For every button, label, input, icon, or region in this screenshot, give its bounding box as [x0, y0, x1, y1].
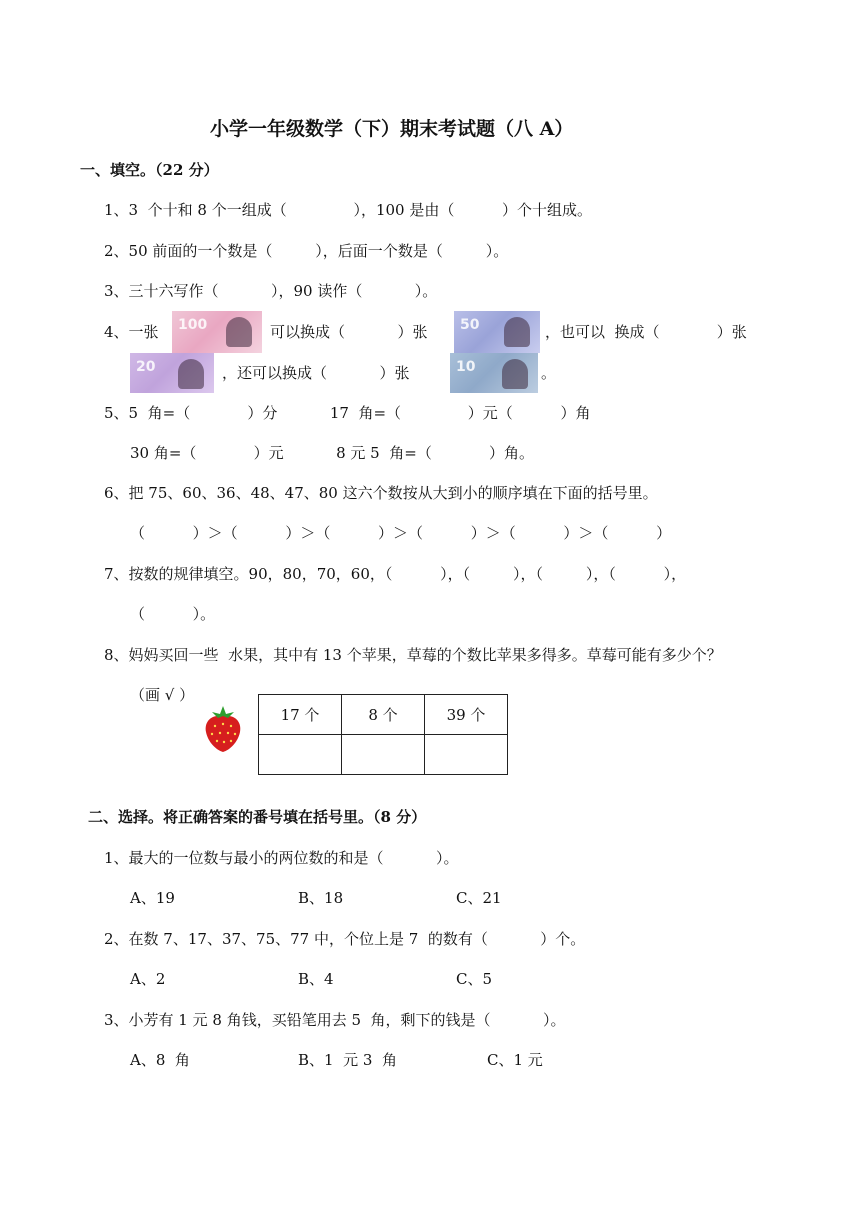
- question-6-line-1: 6、把 75、60、36、48、47、80 这六个数按从大到小的顺序填在下面的括号里。: [104, 484, 658, 502]
- choice-option: B、1 元 3 角: [298, 1051, 397, 1069]
- portrait-icon: [504, 317, 530, 347]
- choice-option: A、8 角: [130, 1051, 190, 1069]
- portrait-icon: [178, 359, 204, 389]
- question-4-part-c: ，也可以 换成（ ）张: [545, 323, 747, 341]
- question-4-part-e: 。: [541, 364, 557, 382]
- answer-cell[interactable]: [425, 735, 508, 775]
- portrait-icon: [226, 317, 252, 347]
- section2-heading: 二、选择。将正确答案的番号填在括号里。（8 分）: [88, 808, 427, 826]
- section1-heading: 一、填空。（22 分）: [80, 161, 219, 179]
- question-4-part-d: ，还可以换成（ ）张: [222, 364, 410, 382]
- table-header-cell: 39 个: [425, 695, 508, 735]
- answer-cell[interactable]: [259, 735, 342, 775]
- banknote-10-label: 10: [456, 359, 476, 375]
- question-8-line-1: 8、妈妈买回一些 水果，其中有 13 个苹果，草莓的个数比苹果多得多。草莓可能有多少个？: [104, 646, 722, 664]
- banknote-100-icon: [172, 311, 262, 353]
- question-7-line-2: （ ）。: [130, 605, 216, 623]
- question-7-line-1: 7、按数的规律填空。90，80，70，60，（ ），（ ），（ ），（ ），: [104, 565, 687, 583]
- choice-option: B、4: [298, 970, 334, 988]
- page-title: 小学一年级数学（下）期末考试题（八 A）: [210, 118, 574, 140]
- banknote-50-icon: [454, 311, 540, 353]
- strawberry-icon: [202, 702, 244, 754]
- choice-question-3: 3、小芳有 1 元 8 角钱，买铅笔用去 5 角，剩下的钱是（ ）。: [104, 1011, 566, 1029]
- question-4-part-a: 4、一张: [104, 323, 159, 341]
- banknote-20-icon: [130, 353, 214, 393]
- question-4-part-b: 可以换成（ ）张: [270, 323, 428, 341]
- table-header-cell: 17 个: [259, 695, 342, 735]
- choice-option: C、1 元: [487, 1051, 543, 1069]
- question-5-line-1: 5、5 角=（ ）分 17 角=（ ）元（ ）角: [104, 404, 591, 422]
- answer-cell[interactable]: [342, 735, 425, 775]
- table-header-cell: 8 个: [342, 695, 425, 735]
- portrait-icon: [502, 359, 528, 389]
- question-1: 1、3 个十和 8 个一组成（ ），100 是由（ ）个十组成。: [104, 201, 593, 219]
- question-6-line-2: （ ）＞（ ）＞（ ）＞（ ）＞（ ）＞（ ）: [130, 524, 672, 542]
- question-5-line-2: 30 角=（ ）元 8 元 5 角=（ ）角。: [130, 444, 535, 462]
- choice-option: A、19: [130, 889, 175, 907]
- choice-option: C、21: [456, 889, 502, 907]
- question-8-hint: （画 √ ）: [130, 686, 195, 704]
- choice-question-1: 1、最大的一位数与最小的两位数的和是（ ）。: [104, 849, 459, 867]
- question-3: 3、三十六写作（ ），90 读作（ ）。: [104, 282, 438, 300]
- choice-question-2: 2、在数 7、17、37、75、77 中，个位上是 7 的数有（ ）个。: [104, 930, 586, 948]
- choice-option: B、18: [298, 889, 344, 907]
- choice-option: C、5: [456, 970, 493, 988]
- strawberry-count-table: [258, 694, 508, 775]
- question-2: 2、50 前面的一个数是（ ），后面一个数是（ ）。: [104, 242, 509, 260]
- banknote-20-label: 20: [136, 359, 156, 375]
- choice-option: A、2: [130, 970, 166, 988]
- banknote-10-icon: [450, 353, 538, 393]
- banknote-100-label: 100: [178, 317, 208, 333]
- banknote-50-label: 50: [460, 317, 480, 333]
